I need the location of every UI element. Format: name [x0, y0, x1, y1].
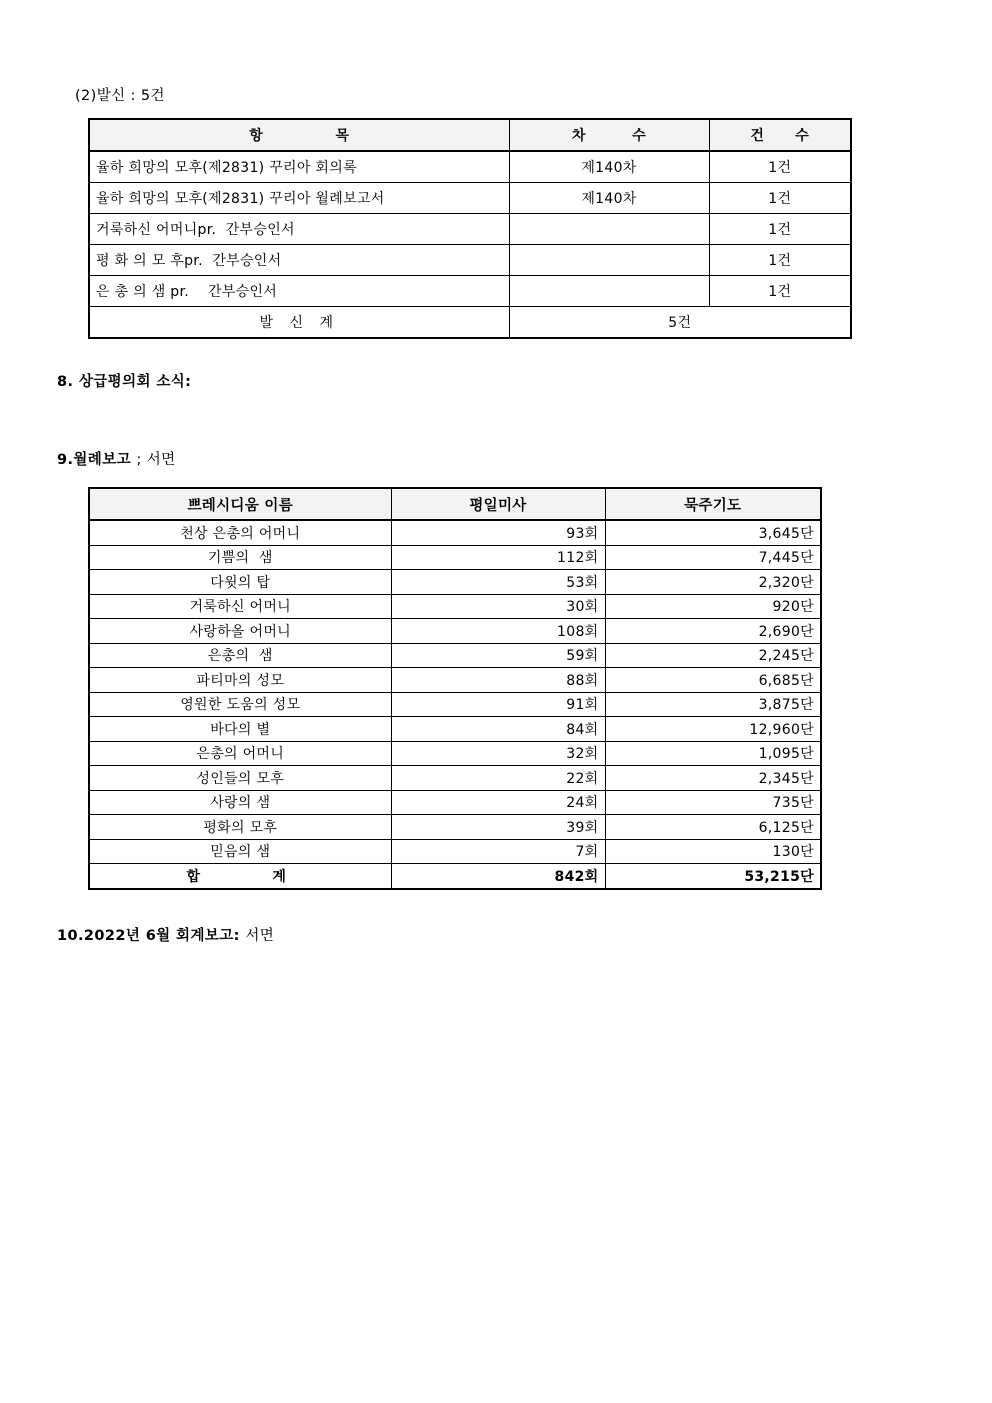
cell-name: 평화의 모후 [89, 815, 391, 840]
cell-mass: 84회 [391, 717, 605, 742]
cell-rosary: 2,690단 [605, 619, 821, 644]
table-row [89, 790, 821, 815]
cell-rosary: 2,320단 [605, 570, 821, 595]
column-header-count: 건 수 [709, 119, 851, 151]
cell-name: 천상 은총의 어머니 [89, 520, 391, 545]
table-header-row [89, 488, 821, 520]
cell-mass: 93회 [391, 520, 605, 545]
cell-item: 거룩하신 어머니pr. 간부승인서 [89, 214, 509, 245]
section-heading-9-text: ; 서면 [136, 452, 176, 468]
cell-name: 바다의 별 [89, 717, 391, 742]
table-row [89, 214, 851, 245]
cell-rosary: 3,875단 [605, 692, 821, 717]
cell-name: 다윗의 탑 [89, 570, 391, 595]
cell-round [509, 276, 709, 307]
cell-rosary: 2,345단 [605, 766, 821, 791]
cell-round [509, 214, 709, 245]
cell-mass: 59회 [391, 643, 605, 668]
cell-rosary: 735단 [605, 790, 821, 815]
section-heading-10-number: 10.2022년 6월 회계보고: [57, 928, 246, 944]
cell-count: 1건 [709, 183, 851, 214]
table-row [89, 183, 851, 214]
cell-rosary: 7,445단 [605, 545, 821, 570]
column-header-weekday-mass: 평일미사 [391, 488, 605, 520]
cell-name: 믿음의 샘 [89, 839, 391, 864]
cell-mass: 22회 [391, 766, 605, 791]
cell-name: 사랑하올 어머니 [89, 619, 391, 644]
section-heading-10-text: 서면 [245, 928, 275, 944]
cell-item: 평 화 의 모 후pr. 간부승인서 [89, 245, 509, 276]
cell-rosary: 2,245단 [605, 643, 821, 668]
table-row [89, 594, 821, 619]
cell-mass: 88회 [391, 668, 605, 693]
cell-count: 1건 [709, 245, 851, 276]
cell-mass: 112회 [391, 545, 605, 570]
cell-item: 율하 희망의 모후(제2831) 꾸리아 월례보고서 [89, 183, 509, 214]
cell-mass: 32회 [391, 741, 605, 766]
cell-rosary: 920단 [605, 594, 821, 619]
column-header-item: 항 목 [89, 119, 509, 151]
table-header-row [89, 119, 851, 151]
cell-mass: 30회 [391, 594, 605, 619]
table-row [89, 815, 821, 840]
dispatch-table [88, 118, 852, 339]
table-row [89, 741, 821, 766]
cell-rosary: 6,685단 [605, 668, 821, 693]
cell-rosary: 6,125단 [605, 815, 821, 840]
table-row [89, 151, 851, 183]
cell-mass: 108회 [391, 619, 605, 644]
column-header-round: 차 수 [509, 119, 709, 151]
section-heading-9-number: 9.월례보고 [57, 452, 137, 468]
total-label: 합 계 [89, 864, 391, 889]
table-row [89, 692, 821, 717]
total-mass: 842회 [391, 864, 605, 889]
cell-mass: 91회 [391, 692, 605, 717]
cell-mass: 53회 [391, 570, 605, 595]
monthly-report-table [88, 487, 822, 890]
cell-round [509, 245, 709, 276]
cell-name: 파티마의 성모 [89, 668, 391, 693]
cell-rosary: 12,960단 [605, 717, 821, 742]
total-label: 발 신 계 [89, 307, 509, 339]
cell-round: 제140차 [509, 183, 709, 214]
dispatch-table-body [89, 151, 851, 338]
table-row [89, 619, 821, 644]
table-row [89, 766, 821, 791]
table-total-row [89, 864, 821, 889]
cell-name: 사랑의 샘 [89, 790, 391, 815]
dispatch-table-head [89, 119, 851, 151]
cell-name: 은총의 샘 [89, 643, 391, 668]
table-row [89, 245, 851, 276]
cell-item: 율하 희망의 모후(제2831) 꾸리아 회의록 [89, 151, 509, 183]
table-row [89, 545, 821, 570]
cell-count: 1건 [709, 214, 851, 245]
section-heading-10 [57, 928, 274, 945]
cell-round: 제140차 [509, 151, 709, 183]
cell-mass: 39회 [391, 815, 605, 840]
dispatch-caption: (2)발신 : 5건 [75, 88, 165, 104]
cell-name: 영원한 도움의 성모 [89, 692, 391, 717]
monthly-table-head [89, 488, 821, 520]
section-heading-9 [57, 452, 176, 469]
total-rosary: 53,215단 [605, 864, 821, 889]
total-value: 5건 [509, 307, 851, 339]
column-header-praesidium-name: 쁘레시디움 이름 [89, 488, 391, 520]
cell-rosary: 1,095단 [605, 741, 821, 766]
monthly-table-body [89, 520, 821, 889]
section-heading-8: 8. 상급평의회 소식: [57, 374, 192, 390]
column-header-rosary: 묵주기도 [605, 488, 821, 520]
cell-name: 기쁨의 샘 [89, 545, 391, 570]
cell-name: 은총의 어머니 [89, 741, 391, 766]
cell-count: 1건 [709, 276, 851, 307]
table-row [89, 643, 821, 668]
table-total-row [89, 307, 851, 339]
cell-mass: 24회 [391, 790, 605, 815]
cell-rosary: 130단 [605, 839, 821, 864]
table-row [89, 839, 821, 864]
table-row [89, 668, 821, 693]
cell-rosary: 3,645단 [605, 520, 821, 545]
cell-mass: 7회 [391, 839, 605, 864]
cell-name: 성인들의 모후 [89, 766, 391, 791]
cell-count: 1건 [709, 151, 851, 183]
table-row [89, 570, 821, 595]
table-row [89, 276, 851, 307]
cell-item: 은 총 의 샘 pr. 간부승인서 [89, 276, 509, 307]
table-row [89, 520, 821, 545]
cell-name: 거룩하신 어머니 [89, 594, 391, 619]
table-row [89, 717, 821, 742]
